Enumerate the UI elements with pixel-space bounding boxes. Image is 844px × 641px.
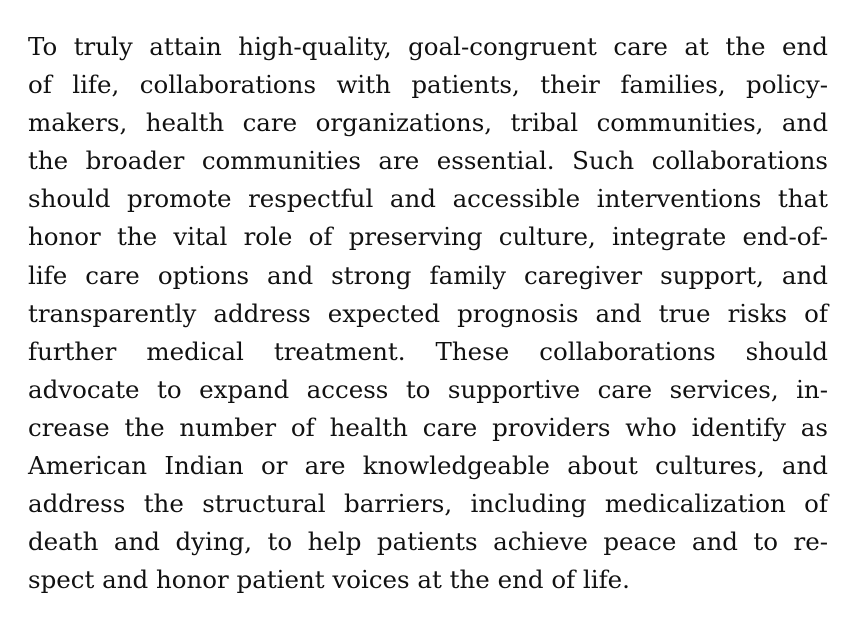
paragraph-line-8: transparently address expected prognosis and true risks of (28, 298, 828, 328)
paragraph-line-11: crease the number of health care providers who identify as (28, 412, 828, 442)
paragraph-line-1: To truly attain high-quality, goal-congruent care at the end (28, 32, 828, 61)
paragraph-line-13: address the structural barriers, including medicalization of (28, 489, 828, 519)
paragraph-line-15: spect and honor patient voices at the end of life. (28, 565, 630, 595)
paragraph-line-7: life care options and strong family caregiver support, and (28, 260, 828, 290)
paragraph-line-3: makers, health care organizations, tribal communities, and (28, 108, 828, 138)
paragraph-line-6: honor the vital role of preserving culture, integrate end-of- (28, 222, 828, 252)
paragraph-line-12: American Indian or are knowledgeable about cultures, and (28, 451, 828, 481)
paragraph-line-14: death and dying, to help patients achieve peace and to re- (28, 527, 828, 557)
paragraph-line-5: should promote respectful and accessible interventions that (28, 184, 828, 214)
body-paragraph (28, 28, 828, 599)
paragraph-line-9: further medical treatment. These collaborations should (28, 336, 828, 366)
paragraph-line-2: of life, collaborations with patients, their families, policy- (28, 70, 828, 100)
paragraph-line-4: the broader communities are essential. Such collaborations (28, 146, 828, 176)
paragraph-line-10: advocate to expand access to supportive care services, in- (28, 374, 828, 404)
